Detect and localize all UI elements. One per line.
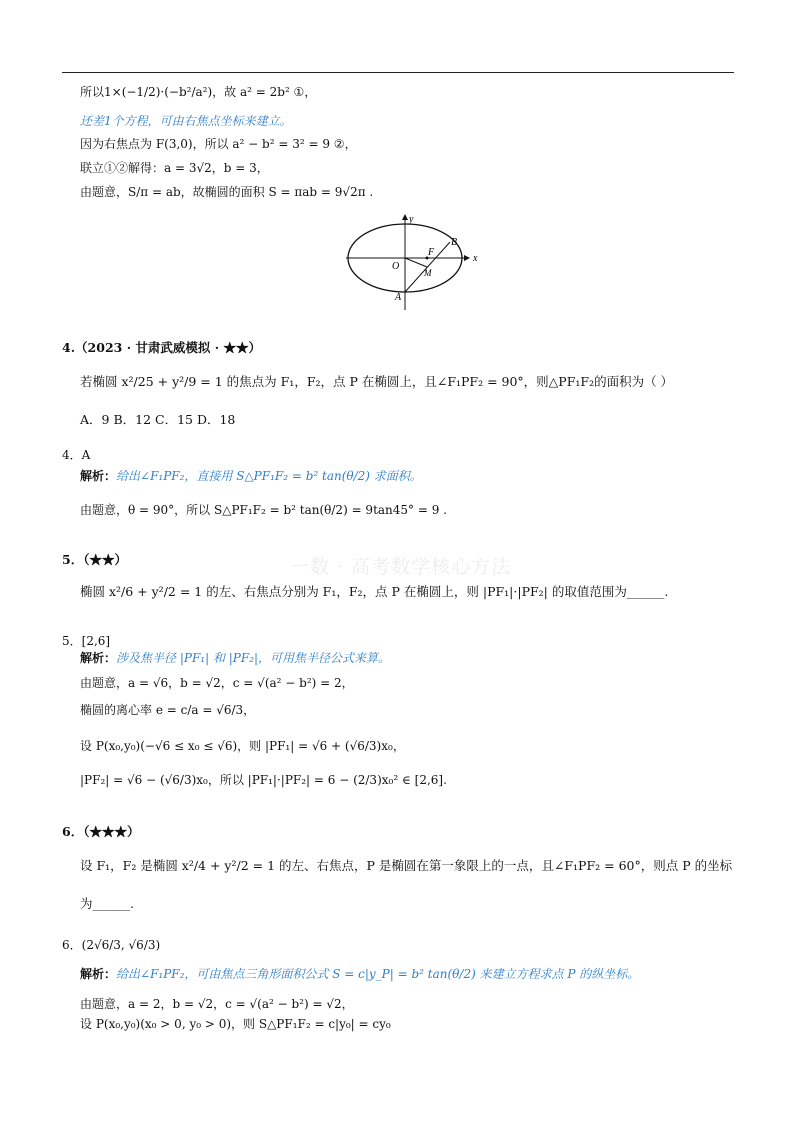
q4-line1: 由题意，θ = 90°，所以 S△PF₁F₂ = b² tan(θ/2) = 9tan45° = 9 . xyxy=(80,503,447,517)
label-O: O xyxy=(392,261,400,272)
q5-analysis xyxy=(80,650,390,666)
solution3-hint: 还差1个方程，可由右焦点坐标来建立。 xyxy=(80,114,292,128)
q4-stem: 若椭圆 x²/25 + y²/9 = 1 的焦点为 F₁，F₂，点 P 在椭圆上，且∠F₁PF₂ = 90°，则△PF₁F₂的面积为（ ） xyxy=(80,374,674,389)
label-M: M xyxy=(424,268,432,278)
y-axis-arrow xyxy=(402,214,408,220)
solution3-line3: 联立①②解得：a = 3√2，b = 3， xyxy=(80,161,269,175)
ellipse-diagram xyxy=(340,212,480,314)
label-B: B xyxy=(451,237,458,248)
q4-answer: 4．A xyxy=(62,448,91,462)
q5-line3: 设 P(x₀,y₀)(−√6 ≤ x₀ ≤ √6)，则 |PF₁| = √6 + (√6/3)x₀， xyxy=(80,739,405,753)
q5-line2: 椭圆的离心率 e = c/a = √6/3， xyxy=(80,703,256,717)
q5-analysis-label: 解析： xyxy=(80,651,117,665)
x-axis-arrow xyxy=(464,255,470,261)
solution3-line2: 因为右焦点为 F(3,0)，所以 a² − b² = 3² = 9 ②， xyxy=(80,137,357,151)
q4-options: A．9 B．12 C．15 D．18 xyxy=(80,412,236,427)
q6-stem-line1: 设 F₁，F₂ 是椭圆 x²/4 + y²/2 = 1 的左、右焦点，P 是椭圆在第一象限上的一点，且∠F₁PF₂ = 60°，则点 P 的坐标 xyxy=(80,858,733,873)
segment-OM xyxy=(405,258,427,267)
solution3-line4: 由题意，S/π = ab，故椭圆的面积 S = πab = 9√2π . xyxy=(80,185,374,199)
q6-header: 6．（★★★） xyxy=(62,824,140,839)
solution3-line1: 所以1×(−1/2)·(−b²/a²)，故 a² = 2b² ①， xyxy=(80,85,317,99)
q5-line1: 由题意，a = √6，b = √2，c = √(a² − b²) = 2， xyxy=(80,676,354,690)
q5-line4: |PF₂| = √6 − (√6/3)x₀，所以 |PF₁|·|PF₂| = 6 − (2/3)x₀² ∈ [2,6]. xyxy=(80,773,447,787)
q5-analysis-hint: 涉及焦半径 |PF₁| 和 |PF₂|，可用焦半径公式来算。 xyxy=(116,651,391,665)
q6-answer: 6．(2√6/3, √6/3) xyxy=(62,938,161,952)
label-F: F xyxy=(428,247,435,258)
q4-analysis-hint: 给出∠F₁PF₂，直接用 S△PF₁F₂ = b² tan(θ/2) 求面积。 xyxy=(116,469,422,483)
q4-analysis xyxy=(80,468,422,484)
watermark: 一数 · 高考数学核心方法 xyxy=(290,556,512,578)
q6-analysis-hint: 给出∠F₁PF₂，可由焦点三角形面积公式 S = c|y_P| = b² tan(θ/2) 来建立方程求点 P 的纵坐标。 xyxy=(116,967,640,981)
q4-header: 4.（2023 · 甘肃武威模拟 · ★★） xyxy=(62,340,261,355)
q5-answer: 5．[2,6] xyxy=(62,634,111,648)
label-x: x xyxy=(473,253,478,264)
q5-stem: 椭圆 x²/6 + y²/2 = 1 的左、右焦点分别为 F₁，F₂，点 P 在椭圆上，则 |PF₁|·|PF₂| 的取值范围为______. xyxy=(80,584,669,599)
q6-analysis-label: 解析： xyxy=(80,967,117,981)
q6-stem-line2: 为______. xyxy=(80,896,134,911)
q5-header: 5．（★★） xyxy=(62,552,127,567)
q4-analysis-label: 解析： xyxy=(80,469,117,483)
label-A: A xyxy=(395,292,402,303)
label-y: y xyxy=(409,214,414,225)
q6-analysis xyxy=(80,966,639,982)
q6-line1: 由题意，a = 2，b = √2，c = √(a² − b²) = √2， xyxy=(80,997,354,1011)
header-rule xyxy=(62,72,734,73)
q6-line2: 设 P(x₀,y₀)(x₀ > 0, y₀ > 0)，则 S△PF₁F₂ = c|y₀| = cy₀ xyxy=(80,1017,391,1031)
